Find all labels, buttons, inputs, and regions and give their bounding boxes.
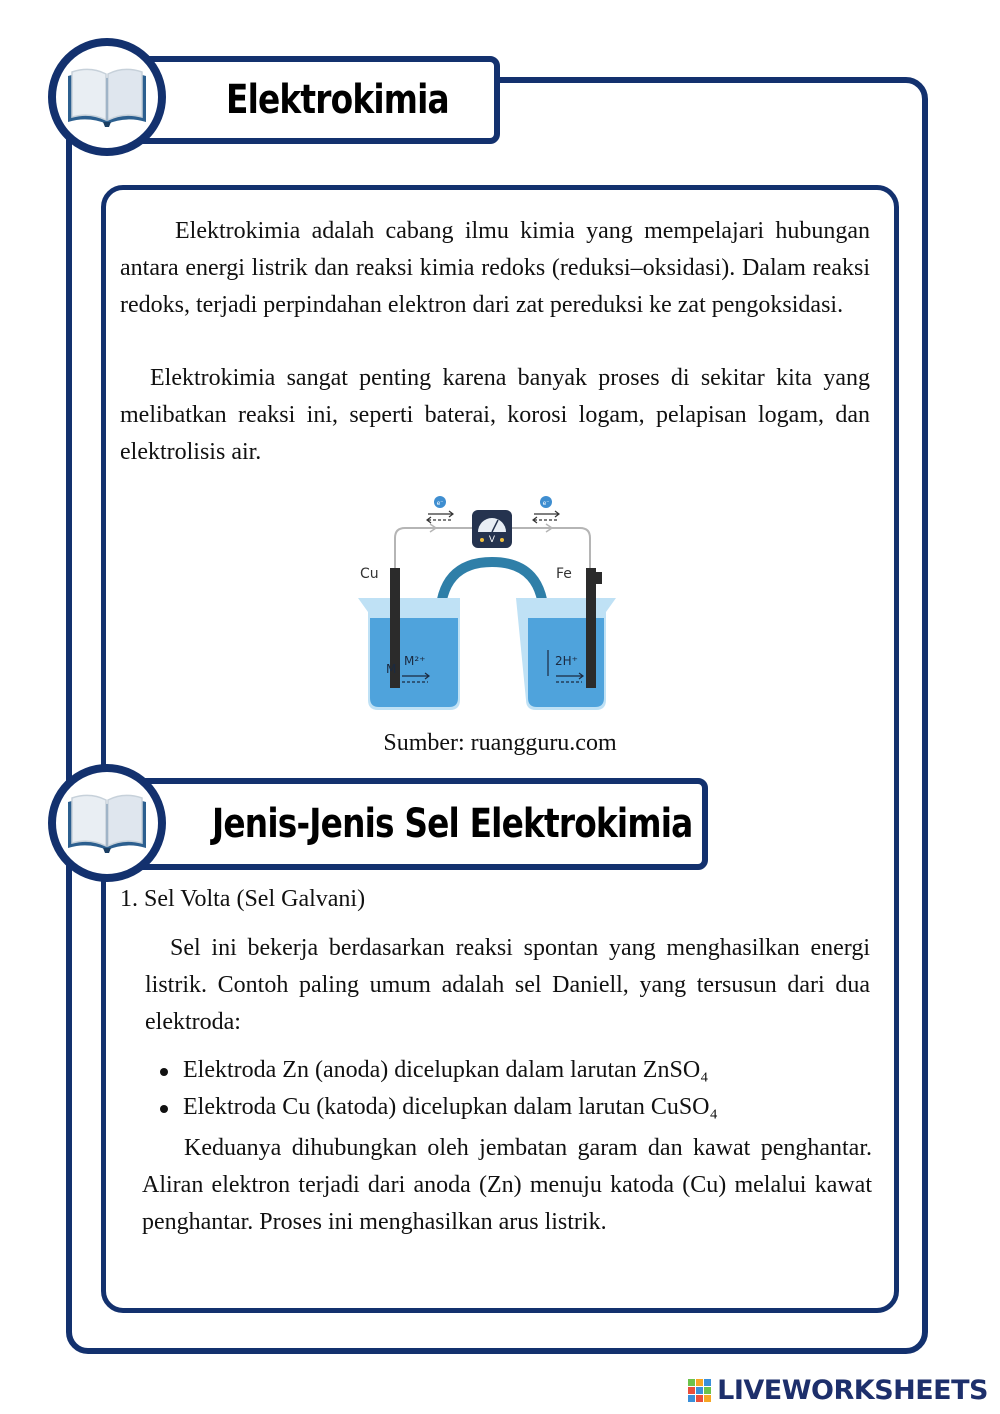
section-title: Elektrokimia: [226, 77, 449, 123]
section-title-tab-2: [128, 778, 708, 870]
list-item: Elektroda Zn (anoda) dicelupkan dalam larutan ZnSO₄: [158, 1052, 718, 1089]
voltmeter: [472, 510, 512, 548]
section-title-tab: [128, 56, 500, 144]
liveworksheets-brand[interactable]: [688, 1375, 988, 1406]
right-beaker: [516, 568, 616, 710]
left-ion-label: M²⁺: [404, 654, 426, 668]
intro-paragraph-2: Elektrokimia sangat penting karena banyak proses di sekitar kita yang melibatkan reaksi ini, seperti baterai, korosi logam, pelapisan logam, dan elektrolisis air.: [120, 365, 870, 465]
sel-volta-paragraph-1: Sel ini bekerja berdasarkan reaksi spontan yang menghasilkan energi listrik. Contoh paling umum adalah sel Daniell, yang tersusun dari dua elektroda:: [145, 935, 870, 1035]
voltmeter-label: V: [488, 535, 496, 545]
open-book-icon: [64, 64, 150, 130]
electrochemical-cell-diagram: [350, 490, 650, 720]
left-electrode-label: Cu: [360, 566, 379, 582]
electron-label-right: e⁻: [542, 500, 550, 507]
brand-name: LIVEWORKSHEETS: [717, 1375, 988, 1406]
liveworksheets-logo-icon: [688, 1379, 712, 1403]
right-ion-label: 2H⁺: [555, 654, 578, 668]
sel-volta-paragraph-2: Keduanya dihubungkan oleh jembatan garam dan kawat penghantar. Aliran elektron terjadi dari anoda (Zn) menuju katoda (Cu) melalui kawat penghantar. Proses ini menghasilkan arus listrik.: [142, 1135, 872, 1235]
electrode-list: [158, 1052, 718, 1126]
list-item: Elektroda Cu (katoda) dicelupkan dalam larutan CuSO₄: [158, 1089, 718, 1126]
open-book-icon: [64, 790, 150, 856]
section-badge: [48, 38, 166, 156]
section-badge-2: [48, 764, 166, 882]
left-metal-label: M: [386, 662, 397, 676]
intro-paragraph-1: Elektrokimia adalah cabang ilmu kimia yang mempelajari hubungan antara energi listrik dan reaksi kimia redoks (reduksi–oksidasi). Dalam reaksi redoks, terjadi perpindahan elektron dari zat pereduksi ke zat pengoksidasi.: [120, 218, 870, 318]
electron-label-left: e⁻: [436, 500, 444, 507]
section-title-2: Jenis-Jenis Sel Elektrokimia: [212, 801, 693, 847]
right-electrode-label: Fe: [556, 566, 572, 582]
image-source: Sumber: ruangguru.com: [383, 730, 617, 756]
item-heading-sel-volta: 1. Sel Volta (Sel Galvani): [120, 886, 366, 912]
